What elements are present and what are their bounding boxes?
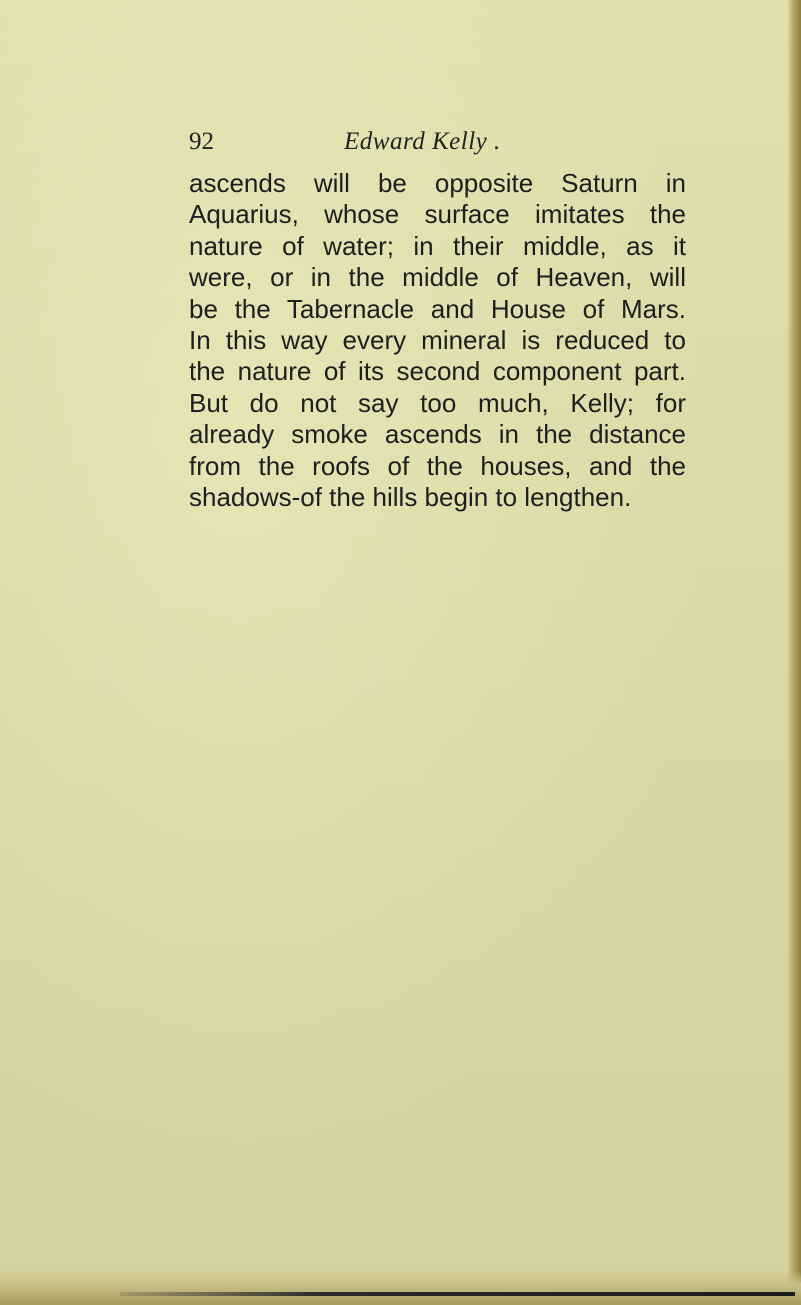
page-edge-bottom (0, 1271, 801, 1305)
text-line: In this way every mineral is reduced to (189, 325, 686, 356)
text-line: be the Tabernacle and House of Mars. (189, 293, 686, 324)
body-paragraph (189, 168, 686, 513)
text-line: were, or in the middle of Heaven, will (189, 262, 686, 293)
page-number: 92 (189, 128, 214, 155)
text-line: the nature of its second component part. (189, 356, 686, 387)
running-head: Edward Kelly . (344, 128, 501, 155)
text-line: nature of water; in their middle, as it (189, 230, 686, 261)
text-line: shadows-of the hills begin to lengthen. (189, 482, 632, 513)
bottom-binding-strip (120, 1292, 795, 1296)
text-line: But do not say too much, Kelly; for (189, 387, 686, 418)
text-line: from the roofs of the houses, and the (189, 450, 686, 481)
page-header (189, 128, 704, 168)
text-line: Aquarius, whose surface imitates the (189, 199, 686, 230)
page-edge-right (787, 0, 801, 1305)
text-line: already smoke ascends in the distance (189, 419, 686, 450)
text-line: ascends will be opposite Saturn in (189, 168, 686, 198)
